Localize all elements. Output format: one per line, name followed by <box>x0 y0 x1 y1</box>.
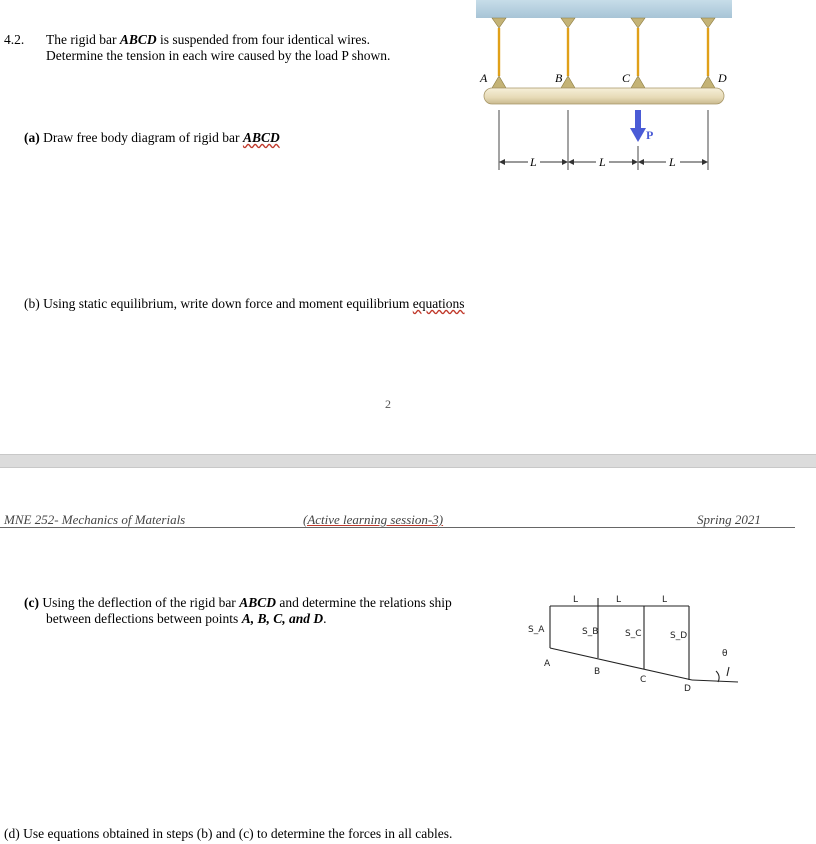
wires <box>499 28 708 76</box>
part-c-line2: between deflections between points A, B, C, and D. <box>46 611 327 626</box>
load-label: P <box>646 128 654 142</box>
sketch-point-a: A <box>544 659 551 669</box>
deflection-d-label: S_D <box>670 631 688 641</box>
point-b-label: B <box>555 71 563 85</box>
problem-number: 4.2. <box>4 32 25 47</box>
rigid-bar <box>484 88 724 104</box>
load-arrow <box>630 110 646 142</box>
problem-statement-line2: Determine the tension in each wire caused by the load P shown. <box>46 48 391 63</box>
deflection-c-label: S_C <box>625 629 642 639</box>
sketch-point-b: B <box>594 667 601 677</box>
sketch-labels <box>528 595 728 694</box>
point-c-label: C <box>622 71 631 85</box>
dim-label-3: L <box>669 155 676 169</box>
header-course: MNE 252- Mechanics of Materials <box>4 512 186 527</box>
point-a-label: A <box>480 71 488 85</box>
ceiling <box>476 0 732 18</box>
part-b-text: (b) Using static equilibrium, write down force and moment equilibrium equations <box>24 296 465 311</box>
header-term: Spring 2021 <box>697 512 761 527</box>
sketch-dim-2: L <box>616 595 622 605</box>
part-c-line1: (c) Using the deflection of the rigid bar ABCD and determine the relations ship <box>24 595 452 610</box>
dim-label-2: L <box>599 155 606 169</box>
sketch-angle-label: θ <box>722 649 728 659</box>
problem-statement-line1: The rigid bar ABCD is suspended from four identical wires. <box>46 32 370 47</box>
bottom-hangers <box>492 76 715 88</box>
deflection-a-label: S_A <box>528 625 545 635</box>
part-d-text: (d) Use equations obtained in steps (b) and (c) to determine the forces in all cables. <box>4 826 453 841</box>
sketch-dim-3: L <box>662 595 668 605</box>
part-a-text: (a) Draw free body diagram of rigid bar ABCD <box>24 130 280 145</box>
deflection-b-label: S_B <box>582 627 599 637</box>
deflection-sketch <box>524 588 754 698</box>
top-hangers <box>492 18 715 28</box>
point-d-label: D <box>718 71 727 85</box>
header-rule <box>0 527 795 528</box>
page-gap <box>0 454 816 468</box>
sketch-point-d: D <box>684 684 691 694</box>
dim-label-1: L <box>530 155 537 169</box>
sketch-dim-1: L <box>573 595 579 605</box>
rigid-bar-figure <box>476 0 736 180</box>
page-number: 2 <box>385 397 391 411</box>
header-session: (Active learning session-3) <box>303 512 444 527</box>
sketch-lines <box>550 598 738 682</box>
sketch-point-c: C <box>640 675 647 685</box>
